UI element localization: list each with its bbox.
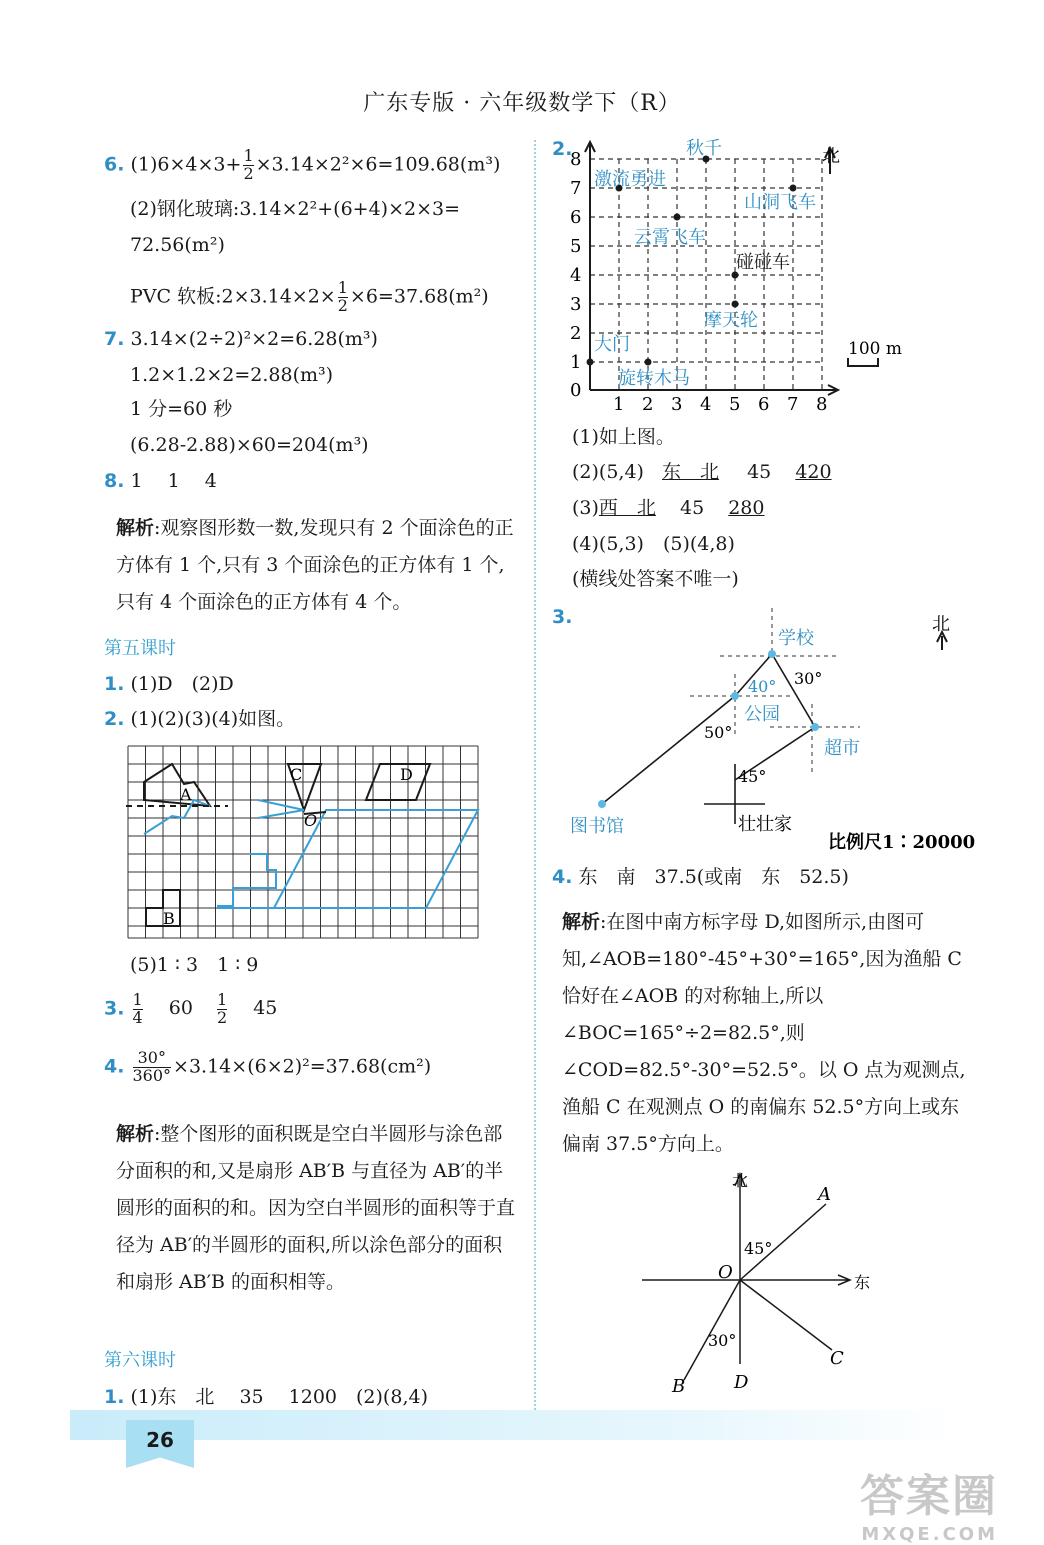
x-tick: 3 [671,394,683,415]
q6-line3: 72.56(m²) [130,234,225,256]
page-number: 26 [146,1428,174,1452]
point-market [811,723,819,731]
s5q4-frac [133,1050,172,1085]
s5q3-end: 45 [253,997,278,1020]
park-coordinate-map [560,136,920,416]
analysis-2 [116,1116,516,1301]
q7-line1 [104,330,378,349]
map-place-labels [594,138,816,389]
label-park: 公园 [744,704,780,725]
q4-text: 东 南 37.5(或南 东 52.5) [578,866,849,888]
y-tick: 8 [570,149,582,170]
q2-a2-pre: (2)(5,4) [572,461,644,483]
compass-angle-45: 45° [744,1239,773,1258]
label-b: B [163,909,175,928]
label-library: 图书馆 [570,816,624,837]
map-scale: 100 m [848,339,902,359]
s5q3-frac2 [217,992,227,1027]
s5q4-rest: ×3.14×(6×2)²=37.68(cm²) [173,1055,432,1078]
q7-number: 7. [104,328,125,350]
q6-l4-b: ×6=37.68(m²) [349,285,489,308]
y-tick: 5 [570,236,582,257]
q6-line1 [104,148,500,183]
q2-a3-val: 280 [728,497,765,519]
q2-a3-dir: 西 北 [598,497,656,519]
compass-d: D [734,1372,749,1393]
analysis-1 [116,510,516,621]
s5q3-mid: 60 [168,997,193,1020]
place-swing: 秋千 [686,138,722,159]
s5q4-line [104,1050,431,1085]
shape-b-enlarged [218,854,276,908]
page-header: 广东专版 · 六年级数学下（R） [363,91,681,116]
x-tick: 7 [787,394,799,415]
x-tick: 6 [758,394,770,415]
column-divider [534,140,536,1410]
compass-b: B [672,1376,686,1397]
angle-50: 50° [704,723,733,742]
shape-c-rotated [258,800,304,818]
s6q1-line [104,1388,428,1407]
s5q3-f2-den: 2 [216,1007,228,1027]
s6q1-text: (1)东 北 35 1200 (2)(8,4) [130,1386,428,1408]
q2-a2-val: 420 [795,461,832,483]
point-ferris-wheel [732,301,739,308]
compass-a: A [818,1184,831,1205]
label-d: D [400,765,413,784]
y-tick: 1 [570,352,582,373]
q2-a2 [572,463,832,482]
place-ferris-wheel: 摩天轮 [704,310,758,331]
q2-a3 [572,499,764,518]
analysis-3 [562,904,972,1163]
compass-o: O [718,1262,733,1283]
angle-45: 45° [738,767,767,786]
s5q4-f-num: 30° [137,1048,166,1067]
s5q2-line [104,710,295,729]
watermark [860,1460,998,1545]
route-map [560,604,980,856]
q6-frac-den: 2 [243,163,254,183]
y-tick: 7 [570,178,582,199]
q6-l1-a: (1)6×4×3+ [130,153,242,176]
s5q3-f1-den: 4 [132,1007,143,1027]
q7-line2: 1.2×1.2×2=2.88(m³) [130,364,334,386]
angle-30: 30° [794,669,823,688]
q7-line3: 1 分=60 秒 [130,398,233,420]
transform-grid-figure [126,744,482,942]
analysis-2-label: 解析 [116,1123,155,1145]
point-carousel [645,359,652,366]
label-market: 超市 [824,738,860,759]
map-north: 北 [822,146,840,167]
q6-fraction [243,148,253,183]
compass-east: 东 [854,1273,871,1292]
q6-l4-frac-num: 1 [337,278,348,297]
place-cave-coaster: 山洞飞车 [744,192,816,213]
q2-a1: (1)如上图。 [572,426,675,448]
q6-frac-num: 1 [243,146,254,165]
q6-l4-fraction [338,280,348,315]
route-scale: 比例尺1∶20000 [828,832,976,853]
map-x-ticks [613,394,827,415]
analysis-2-text: :整个图形的面积既是空白半圆形与涂色部分面积的和,又是扇形 AB′B 与直径为 AB′的半圆形的面积的和。因为空白半圆形的面积等于直径为 AB′的半圆形的面积,所以涂色部分的面积和扇形 AB′B 的面积相等。 [116,1123,516,1293]
label-c: C [290,765,303,784]
place-carousel: 旋转木马 [618,368,690,389]
q6-number: 6. [104,153,125,176]
point-park [731,692,739,700]
point-gate [587,359,594,366]
point-cave-coaster [790,185,797,192]
x-tick: 2 [642,394,654,415]
analysis-1-text: :观察图形数一数,发现只有 2 个面涂色的正方体有 1 个,只有 3 个面涂色的正方体有 1 个,只有 4 个面涂色的正方体有 4 个。 [116,517,514,613]
y-tick: 6 [570,207,582,228]
analysis-3-text: :在图中南方标字母 D,如图所示,由图可知,∠AOB=180°-45°+30°=165°,因为渔船 C 恰好在∠AOB 的对称轴上,所以∠BOC=165°÷2=82.5°,则∠COD=82.5°-30°=52.5°。以 O 点为观测点,渔船 C 在观测点 O 的南偏东 52.5°方向上或东偏南 37.5°方向上。 [562,911,966,1155]
compass-north: 北 [732,1171,749,1190]
s5q2-text: (1)(2)(3)(4)如图。 [130,708,296,730]
label-school: 学校 [778,628,814,649]
y-tick: 3 [570,294,582,315]
section-6-title: 第六课时 [104,1350,176,1371]
route-north: 北 [932,614,950,635]
point-school [768,650,776,658]
q6-l4-a: PVC 软板:2×3.14×2× [130,285,336,308]
q8-number: 8. [104,470,125,492]
section-5-title: 第五课时 [104,638,176,659]
s5q3-frac1 [133,992,143,1027]
q7-line4: (6.28-2.88)×60=204(m³) [130,434,369,456]
q2-a3-mid: 45 [679,497,705,519]
point-roller-coaster [674,214,681,221]
q6-line4 [130,280,489,315]
x-tick: 5 [729,394,741,415]
s5q2-number: 2. [104,708,125,730]
s6q1-number: 1. [104,1386,125,1408]
q2-a4: (4)(5,3) (5)(4,8) [572,533,735,555]
q8-text: 1 1 4 [130,470,217,492]
place-gate: 大门 [594,334,630,355]
compass-angle-30: 30° [708,1331,737,1350]
q8-line [104,472,217,491]
s5q2-5: (5)1 ∶ 3 1 ∶ 9 [130,954,259,976]
map-y-ticks [570,149,581,401]
q2-a5: (横线处答案不唯一) [572,568,739,590]
r-q2-number: 2. [552,138,573,160]
q4-line [552,868,849,887]
q2-a2-mid: 45 [747,461,772,483]
x-tick: 4 [700,394,712,415]
q4-number: 4. [552,866,573,888]
place-bumper-cars: 碰碰车 [736,252,790,273]
s5q1-line [104,675,234,694]
s5q1-number: 1. [104,673,125,695]
q6-l1-b: ×3.14×2²×6=109.68(m³) [255,153,501,176]
s5q1-text: (1)D (2)D [130,673,234,695]
y-tick: 4 [570,265,582,286]
watermark-url: MXQE.COM [861,1524,998,1545]
label-o: O [304,811,318,830]
analysis-1-label: 解析 [116,517,155,539]
s5q4-number: 4. [104,1055,125,1078]
s5q3-f1-num: 1 [132,990,143,1009]
q6-l4-frac-den: 2 [337,295,348,315]
x-tick: 8 [816,394,828,415]
compass-c: C [830,1348,844,1369]
footer-band [70,1410,960,1440]
y-tick: 0 [570,380,582,401]
q6-line2: (2)钢化玻璃:3.14×2²+(6+4)×2×3= [130,198,461,220]
s5q3-line [104,992,277,1027]
s5q3-f2-num: 1 [216,990,228,1009]
label-home: 壮壮家 [738,814,792,835]
point-library [598,800,606,808]
q7-l1: 3.14×(2÷2)²×2=6.28(m³) [130,328,378,350]
q2-a3-pre: (3) [572,497,599,519]
x-tick: 1 [613,394,625,415]
angle-40: 40° [748,677,777,696]
s5q3-number: 3. [104,997,125,1020]
place-roller-coaster: 云霄飞车 [634,227,706,248]
q3-number: 3. [552,606,573,628]
place-rafting: 激流勇进 [594,169,666,190]
label-a: A [180,785,192,804]
s5q4-f-den: 360° [132,1065,172,1085]
y-tick: 2 [570,323,582,344]
compass-figure [636,1164,896,1400]
q2-a2-dir: 东 北 [662,461,720,483]
watermark-title: 答案圈 [860,1471,998,1522]
analysis-3-label: 解析 [562,911,601,933]
